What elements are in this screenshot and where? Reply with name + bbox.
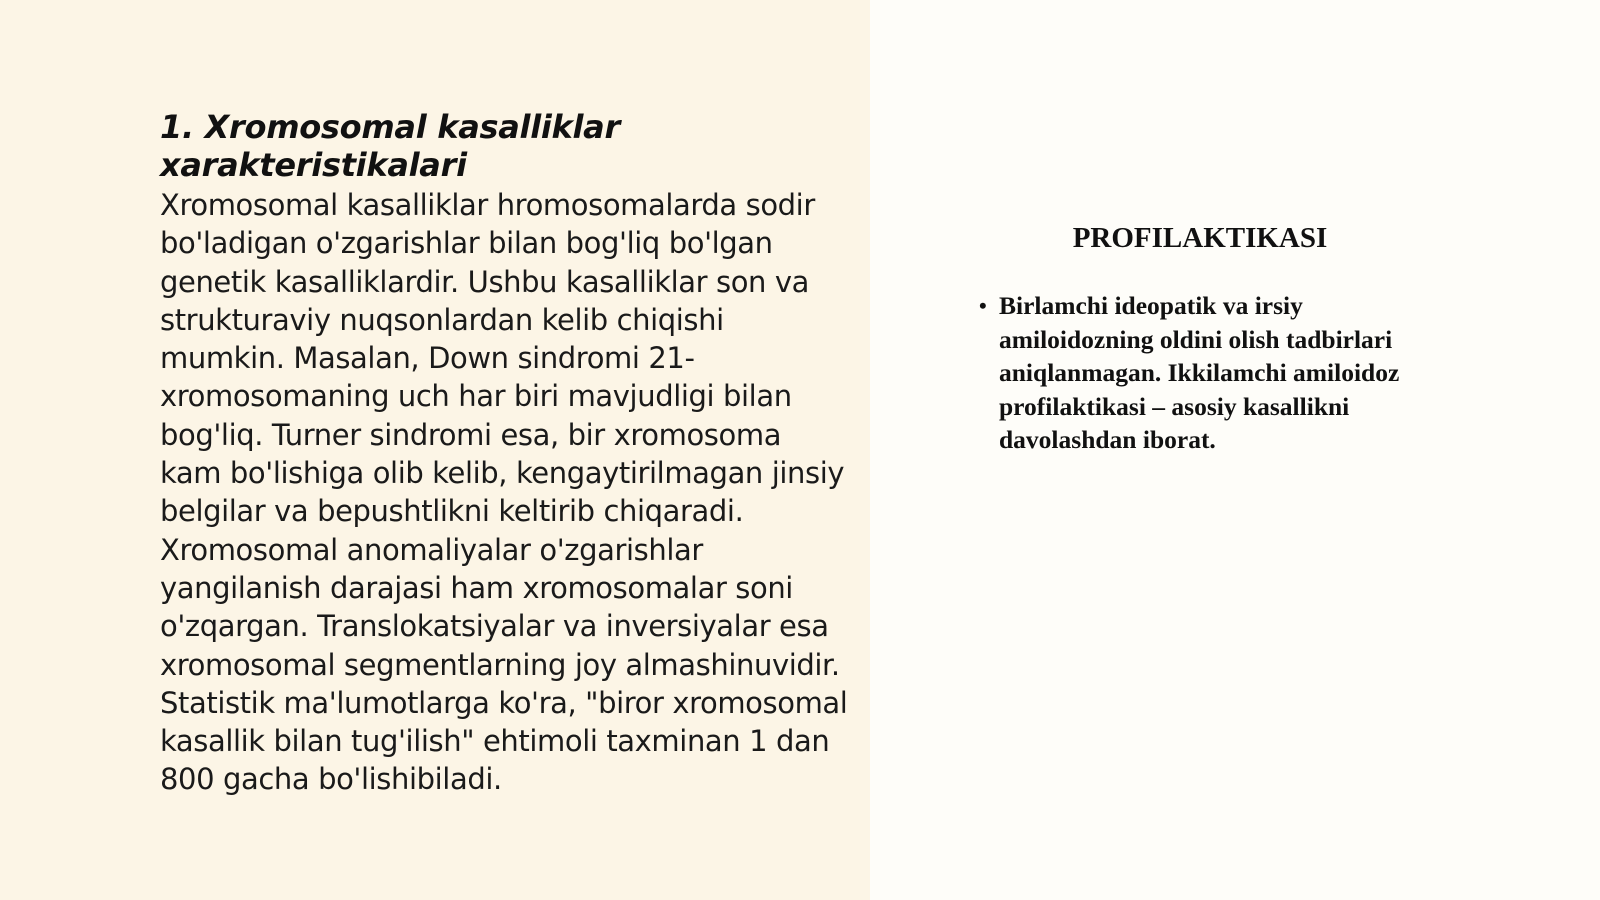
slide-title: 1. Xromosomal kasalliklar xarakteristikalari xyxy=(160,108,620,184)
bullet-icon: • xyxy=(979,293,987,318)
section-heading: PROFILAKTIKASI xyxy=(1072,222,1328,254)
bullet-list xyxy=(975,289,1425,457)
bullet-item xyxy=(975,289,1425,457)
bullet-text: Birlamchi ideopatik va irsiy amiloidozning oldini olish tadbirlari aniqlanmagan. Ikkilamchi amiloidoz profilaktikasi – asosiy kasallikni davolashdan iborat. xyxy=(999,291,1400,454)
body-paragraph: Xromosomal kasalliklar hromosomalarda sodir bo'ladigan o'zgarishlar bilan bog'liq bo'lgan genetik kasalliklardir. Ushbu kasalliklar son va strukturaviy nuqsonlardan kelib chiqishi mumkin. Masalan, Down sindromi 21-xromosomaning uch har biri mavjudligi bilan bog'liq. Turner sindromi esa, bir xromosoma kam bo'lishiga olib kelib, kengaytirilmagan jinsiy belgilar va bepushtlikni keltirib chiqaradi. Xromosomal anomaliyalar o'zgarishlar yangilanish darajasi ham xromosomalar soni o'zqargan. Translokatsiyalar va inversiyalar esa xromosomal segmentlarning joy almashinuvidir. Statistik ma'lumotlarga ko'ra, "biror xromosomal kasallik bilan tug'ilish" ehtimoli taxminan 1 dan 800 gacha bo'lishibiladi. xyxy=(160,188,848,797)
